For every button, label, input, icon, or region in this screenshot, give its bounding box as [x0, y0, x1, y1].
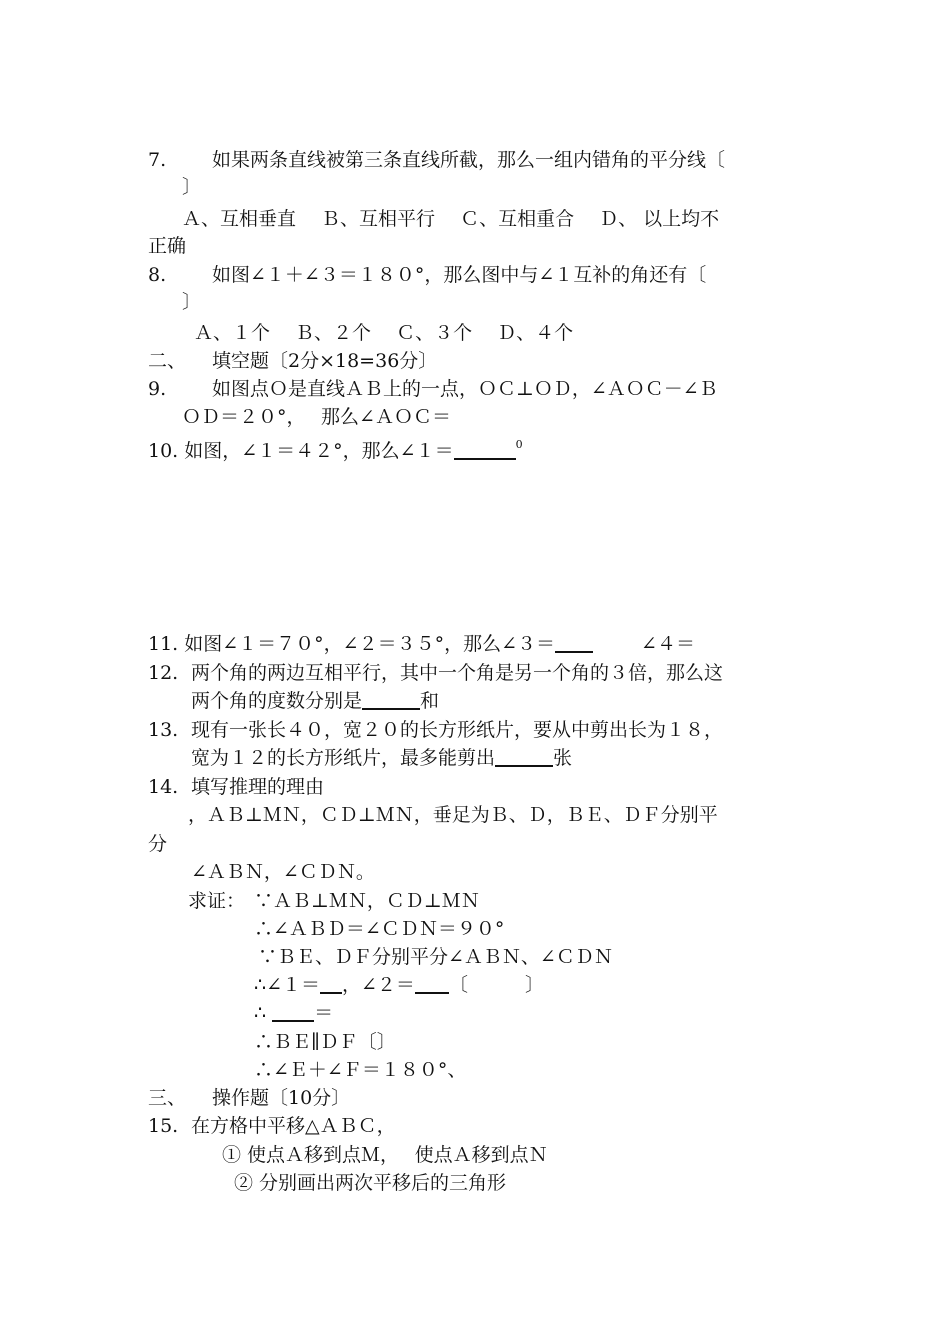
q10-text: 如图，∠１＝４２°，那么∠１＝	[184, 440, 454, 462]
q9-number: 9.	[148, 378, 167, 400]
q8-options: Ａ、１个 Ｂ、２个 Ｃ、３个 Ｄ、４个	[194, 322, 574, 344]
q12-answer-blank[interactable]	[362, 688, 420, 710]
q14-step2: ∴∠ＡＢＤ＝∠ＣＤＮ＝９０°	[254, 918, 505, 940]
q14-given-line1: ，ＡＢ⊥ＭＮ，ＣＤ⊥ＭＮ，垂足为Ｂ、Ｄ，ＢＥ、ＤＦ分别平	[188, 804, 718, 826]
q14-step5	[254, 1000, 333, 1026]
q14-step4-text-a: ∴∠１＝	[254, 974, 321, 996]
q10-answer-blank[interactable]	[454, 438, 516, 460]
q10-number: 10.	[148, 440, 179, 462]
q14-title: 填写推理的理由	[191, 776, 325, 798]
section3-number: 三、	[148, 1087, 187, 1109]
q13-answer-blank[interactable]	[495, 745, 553, 767]
q11-answer-blank-3[interactable]	[555, 631, 593, 653]
q14-step4	[254, 972, 544, 998]
q11-number: 11.	[148, 633, 179, 655]
q13-line2-tail: 张	[553, 747, 573, 769]
q12-line2-text: 两个角的度数分别是	[191, 690, 363, 712]
q14-number: 14.	[148, 776, 179, 798]
q9-line1: 如图点Ｏ是直线ＡＢ上的一点，ＯＣ⊥ＯＤ，∠ＡＯＣ－∠Ｂ	[212, 378, 718, 400]
q14-given-line2: 分	[148, 833, 168, 855]
q14-step5-blank[interactable]	[272, 1000, 314, 1022]
q7-paren-close: 〕	[182, 176, 202, 198]
q13-number: 13.	[148, 719, 179, 741]
q13-line1: 现有一张长４０，宽２０的长方形纸片，要从中剪出长为１８，	[191, 719, 724, 741]
q14-step7: ∴∠Ｅ＋∠Ｆ＝１８０°、	[254, 1059, 467, 1081]
q14-step4-blank-1[interactable]	[320, 972, 342, 994]
q12-number: 12.	[148, 662, 179, 684]
q15-sub1: ① 使点Ａ移到点Ｍ， 使点Ａ移到点Ｎ	[222, 1144, 548, 1166]
q12-line2-tail: 和	[420, 690, 440, 712]
q13-line2-text: 宽为１２的长方形纸片，最多能剪出	[191, 747, 496, 769]
q9-line2: ＯＤ＝２０°， 那么∠ＡＯＣ＝	[182, 406, 451, 428]
q11-text: 如图∠１＝７０°，∠２＝３５°，那么∠３＝	[184, 633, 556, 655]
q11-text-angle4: ∠４＝	[641, 633, 695, 655]
q7-text: 如果两条直线被第三条直线所截，那么一组内错角的平分线〔	[212, 149, 726, 171]
q14-step5-text-b: ＝	[314, 1002, 334, 1024]
section2-title: 填空题〔2分×18=36分〕	[212, 350, 438, 372]
q14-given-line3: ∠ＡＢＮ，∠ＣＤＮ。	[191, 861, 375, 883]
q8-text: 如图∠１＋∠３＝１８０°，那么图中与∠１互补的角还有〔	[212, 264, 707, 286]
q13-line2	[191, 745, 572, 771]
q15-text: 在方格中平移△ＡＢＣ，	[191, 1115, 396, 1137]
q14-step4-blank-2[interactable]	[415, 972, 449, 994]
q7-options-wrap: 正确	[148, 235, 187, 257]
section3-title: 操作题〔10分〕	[212, 1087, 351, 1109]
q10-row	[148, 432, 523, 464]
q7-options: Ａ、互相垂直 Ｂ、互相平行 Ｃ、互相重合 Ｄ、 以上均不	[182, 208, 720, 230]
q7-number: 7.	[148, 149, 167, 171]
q8-number: 8.	[148, 264, 167, 286]
q15-number: 15.	[148, 1115, 179, 1137]
section2-number: 二、	[148, 350, 187, 372]
q8-paren-close: 〕	[182, 291, 202, 313]
q11-row	[148, 631, 695, 657]
q14-step4-reason: 〔 〕	[448, 974, 544, 996]
q14-step4-text-b: ，∠２＝	[342, 974, 415, 996]
q10-degree-mark: 0	[515, 438, 523, 451]
q14-step1: ∵ＡＢ⊥ＭＮ，ＣＤ⊥ＭＮ	[254, 890, 480, 912]
q12-line1: 两个角的两边互相平行，其中一个角是另一个角的３倍，那么这	[191, 662, 724, 684]
q14-step3: ∵ＢＥ、ＤＦ分别平分∠ＡＢＮ、∠ＣＤＮ	[258, 946, 613, 968]
q14-proof-label: 求证：	[188, 890, 246, 912]
q15-sub2: ② 分别画出两次平移后的三角形	[234, 1172, 507, 1194]
q12-line2	[191, 688, 439, 714]
q14-step6: ∴ＢＥ∥ＤＦ〔〕	[254, 1031, 396, 1053]
q14-step5-text-a: ∴	[254, 1002, 267, 1024]
